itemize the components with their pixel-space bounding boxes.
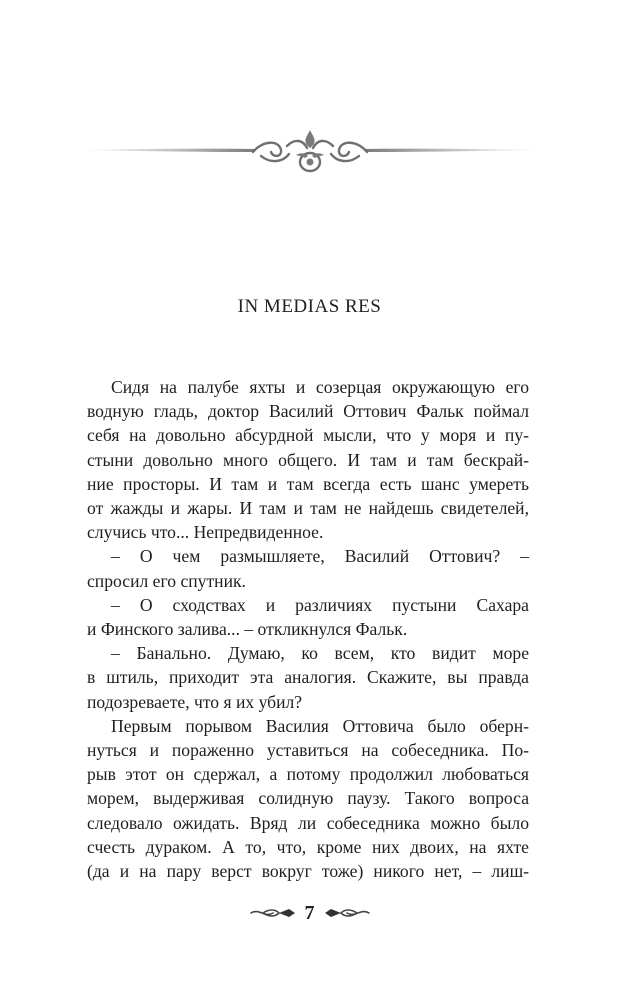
text-line: стыни довольно много общего. И там и там бескрай- [87, 449, 529, 470]
text-line: спросил его спутник. [87, 570, 246, 591]
text-line: следовало ожидать. Вряд ли собеседника можно было [87, 812, 529, 833]
right-flourish-icon [323, 906, 371, 920]
text-line: морем, выдерживая солидную паузу. Такого вопроса [87, 788, 529, 809]
page-number: 7 [304, 901, 315, 924]
text-line: рыв этот он сдержал, а потому продолжил любоваться [87, 764, 529, 785]
left-flourish-icon [249, 906, 297, 920]
text-line: (да и на пару верст вокруг тоже) никого нет, – лиш- [87, 861, 529, 882]
text-line: Первым порывом Василия Оттовича было оберн- [111, 715, 529, 736]
text-line: ние просторы. И там и там всегда есть шанс умереть [87, 473, 529, 494]
text-line: случись что... Непредвиденное. [87, 522, 324, 543]
text-line: себя на довольно абсурдной мысли, что у моря и пу- [87, 425, 529, 446]
page-footer [0, 898, 619, 928]
text-line: и Финского залива... – откликнулся Фальк. [87, 619, 408, 640]
flourish-divider-icon [75, 122, 545, 182]
text-body [87, 375, 529, 883]
text-line: подозреваете, что я их убил? [87, 691, 303, 712]
text-line: – Банально. Думаю, ко всем, кто видит море [111, 643, 529, 664]
text-line: от жажды и жары. И там и там не найдешь свидетелей, [87, 498, 529, 519]
text-line: – О чем размышляете, Василий Оттович? – [111, 546, 529, 567]
chapter-title: IN MEDIAS RES [237, 296, 382, 317]
text-line: – О сходствах и различиях пустыни Сахара [111, 594, 529, 615]
text-line: счесть дураком. А то, что, кроме них двоих, на яхте [87, 836, 529, 857]
text-line: нуться и пораженно уставиться на собеседника. По- [87, 740, 529, 761]
text-line: водную гладь, доктор Василий Оттович Фальк поймал [87, 401, 529, 422]
text-line: в штиль, приходит эта аналогия. Скажите, вы правда [87, 667, 529, 688]
text-line: Сидя на палубе яхты и созерцая окружающую его [111, 377, 529, 397]
